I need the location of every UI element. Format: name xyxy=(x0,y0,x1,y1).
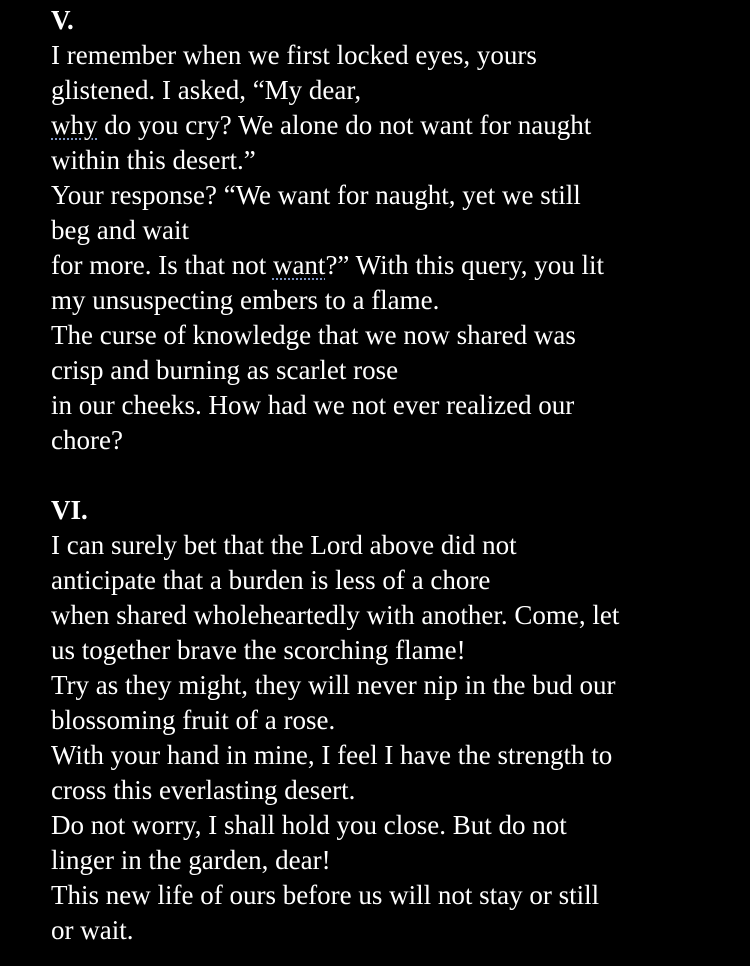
poem-line: Your response? “We want for naught, yet we still xyxy=(51,180,581,210)
poem-line: blossoming fruit of a rose. xyxy=(51,705,336,735)
poem-line: in our cheeks. How had we not ever realized our xyxy=(51,390,575,420)
poem-line: cross this everlasting desert. xyxy=(51,775,356,805)
poem-line: With your hand in mine, I feel I have the strength to xyxy=(51,740,613,770)
poem-line: my unsuspecting embers to a flame. xyxy=(51,285,440,315)
poem xyxy=(51,3,743,948)
line-text: for more. Is that not xyxy=(51,250,273,280)
poem-line: us together brave the scorching flame! xyxy=(51,635,466,665)
line-text: do you cry? We alone do not want for naught xyxy=(97,110,592,140)
poem-line: or wait. xyxy=(51,915,134,945)
poem-line: Do not worry, I shall hold you close. But do not xyxy=(51,810,567,840)
poem-line: beg and wait xyxy=(51,215,189,245)
section-heading: V. xyxy=(51,5,74,35)
stanza-gap xyxy=(51,458,743,493)
poem-line: when shared wholeheartedly with another. Come, let xyxy=(51,600,620,630)
poem-line: I remember when we first locked eyes, yours xyxy=(51,40,537,70)
poem-line: Try as they might, they will never nip in the bud our xyxy=(51,670,616,700)
poem-line: anticipate that a burden is less of a chore xyxy=(51,565,491,595)
poem-line: I can surely bet that the Lord above did not xyxy=(51,530,517,560)
poem-line: within this desert.” xyxy=(51,145,256,175)
poem-line: This new life of ours before us will not stay or still xyxy=(51,880,600,910)
poem-line: glistened. I asked, “My dear, xyxy=(51,75,362,105)
poem-line: The curse of knowledge that we now shared was xyxy=(51,320,576,350)
section-heading: VI. xyxy=(51,495,88,525)
poem-line xyxy=(51,248,743,283)
poem-line xyxy=(51,108,743,143)
line-text: ?” With this query, you lit xyxy=(325,250,605,280)
poem-line: chore? xyxy=(51,425,123,455)
spellcheck-word[interactable]: why xyxy=(51,110,98,140)
spellcheck-word[interactable]: want xyxy=(272,250,326,280)
poem-line: crisp and burning as scarlet rose xyxy=(51,355,399,385)
poem-line: linger in the garden, dear! xyxy=(51,845,331,875)
